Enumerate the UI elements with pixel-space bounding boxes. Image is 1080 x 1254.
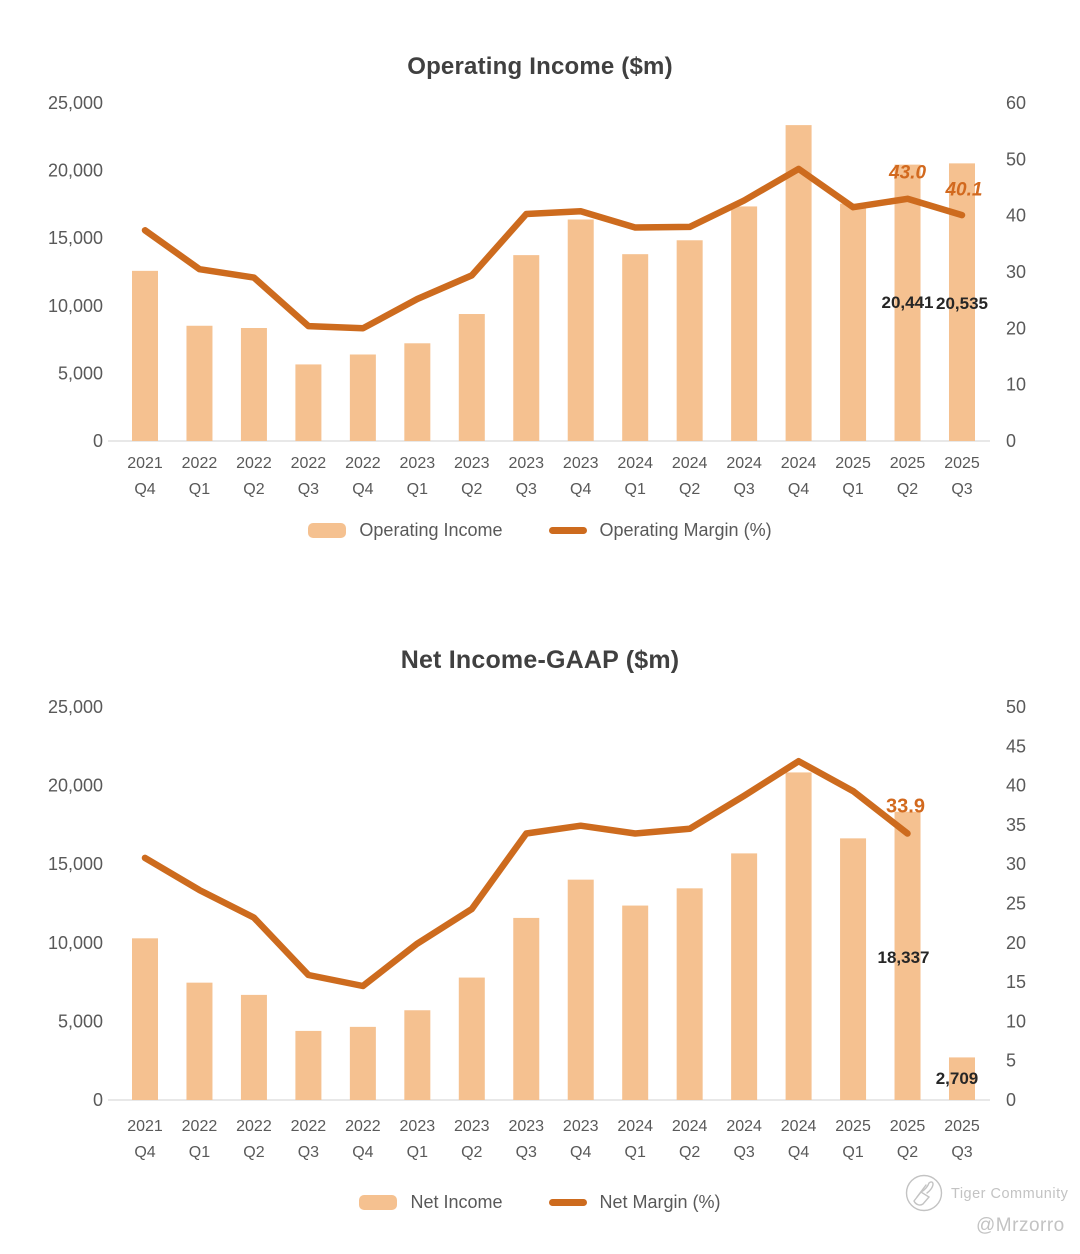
x-axis-label-quarter: Q4 [352,1144,374,1161]
x-axis-label-year: 2024 [780,455,817,472]
data-annotation: 18,337 [877,948,930,968]
x-axis-label-quarter: Q3 [951,1144,973,1161]
x-axis-label-year: 2022 [181,1118,218,1135]
x-axis-label-year: 2025 [835,455,871,472]
data-annotation: 2,709 [935,1068,979,1088]
bar [350,354,376,441]
data-annotation: 33.9 [886,795,925,818]
x-axis-label-year: 2022 [236,1118,272,1135]
x-axis-label-quarter: Q3 [515,1144,537,1161]
x-axis-label-year: 2024 [726,1118,762,1135]
data-annotation: 20,535 [935,293,988,313]
legend-item-operating-income [308,520,502,541]
legend-item-net-margin [549,1192,721,1213]
x-axis-label-year: 2023 [562,1118,599,1135]
x-axis-label-quarter: Q2 [243,1144,265,1161]
x-axis-label-year: 2025 [944,455,980,472]
bar [295,1031,321,1100]
bar [677,240,703,441]
bar-series-swatch-icon [308,523,346,538]
bar [459,314,485,441]
watermark-brand-text: Tiger Community [951,1186,1069,1202]
x-axis-label-year: 2022 [236,455,272,472]
legend-net-income [0,1189,1080,1215]
margin-line [145,169,962,328]
bar [186,983,212,1100]
right-axis-tick-label: 40 [1006,205,1027,226]
x-axis-label-quarter: Q1 [406,481,429,498]
bar [350,1027,376,1100]
data-annotation: 20,441 [881,293,934,313]
x-axis-label-year: 2024 [617,1118,653,1135]
x-axis-label-year: 2023 [508,455,545,472]
x-axis-label-quarter: Q4 [134,1144,156,1161]
right-axis-tick-label: 35 [1006,814,1027,835]
x-axis-label-year: 2025 [889,1118,926,1135]
bar [186,326,212,441]
x-axis-label-quarter: Q2 [896,1144,919,1161]
chart-title-net-income: Net Income-GAAP ($m) [400,646,680,674]
x-axis-label-quarter: Q4 [570,1144,592,1161]
x-axis-label-quarter: Q3 [733,481,755,498]
operating-income-chart-plot [48,93,1026,498]
legend-operating-income [0,517,1080,543]
data-annotation: 40.1 [945,179,983,201]
x-axis-label-quarter: Q1 [624,481,646,498]
left-axis-tick-label: 5,000 [57,363,103,384]
data-annotation: 43.0 [889,162,927,184]
legend-label-operating-margin: Operating Margin (%) [599,519,772,540]
x-axis-label-quarter: Q3 [733,1144,755,1161]
x-axis-label-quarter: Q1 [188,481,211,498]
bar [241,995,267,1100]
x-axis-label-quarter: Q1 [406,1144,429,1161]
bar [568,219,594,441]
left-axis-tick-label: 0 [92,1090,103,1110]
bar [295,364,321,441]
x-axis-label-year: 2021 [127,455,163,472]
bar [840,838,866,1100]
net-income-chart-plot [48,697,1026,1161]
legend-label-operating-income: Operating Income [359,519,503,540]
x-axis-label-quarter: Q2 [461,1144,483,1161]
right-axis-tick-label: 50 [1006,697,1027,717]
x-axis-label-quarter: Q1 [624,1144,646,1161]
right-axis-tick-label: 30 [1006,854,1027,875]
left-axis-tick-label: 20,000 [47,775,103,796]
right-axis-tick-label: 60 [1006,93,1027,113]
right-axis-tick-label: 20 [1006,318,1027,339]
x-axis-label-year: 2023 [453,455,490,472]
right-axis-tick-label: 50 [1006,149,1027,170]
x-axis-label-quarter: Q4 [787,1144,810,1161]
legend-item-net-income [359,1192,502,1213]
left-axis-tick-label: 10,000 [47,932,103,953]
x-axis-label-year: 2025 [889,455,926,472]
left-axis-tick-label: 5,000 [57,1011,103,1032]
bar [840,204,866,441]
legend-label-net-margin: Net Margin (%) [599,1191,721,1212]
x-axis-label-year: 2023 [399,1118,436,1135]
line-series-swatch-icon [549,1199,587,1206]
bar [786,772,812,1100]
bar [731,206,757,441]
right-axis-tick-label: 10 [1006,374,1027,395]
right-axis-tick-label: 0 [1006,1090,1017,1110]
x-axis-label-year: 2023 [508,1118,545,1135]
x-axis-label-quarter: Q3 [951,481,973,498]
x-axis-label-year: 2022 [181,455,218,472]
right-axis-tick-label: 20 [1006,932,1027,953]
right-axis-tick-label: 30 [1006,262,1027,282]
bar [731,853,757,1100]
x-axis-label-year: 2024 [780,1118,817,1135]
right-axis-tick-label: 5 [1006,1050,1017,1071]
x-axis-label-quarter: Q1 [842,481,864,498]
bar [132,938,158,1100]
right-axis-tick-label: 45 [1006,736,1027,757]
x-axis-label-quarter: Q2 [678,1144,701,1161]
x-axis-label-quarter: Q2 [896,481,919,498]
left-axis-tick-label: 25,000 [47,93,103,113]
x-axis-label-quarter: Q4 [570,481,592,498]
right-axis-tick-label: 25 [1006,893,1027,914]
right-axis-tick-label: 40 [1006,775,1027,796]
x-axis-label-quarter: Q1 [842,1144,864,1161]
legend-label-net-income: Net Income [410,1191,503,1212]
legend-item-operating-margin [549,520,772,541]
bar [404,1010,430,1100]
x-axis-label-year: 2024 [617,455,653,472]
x-axis-label-year: 2023 [399,455,436,472]
x-axis-label-quarter: Q3 [297,1144,320,1161]
chart-title-operating-income: Operating Income ($m) [407,53,673,80]
bar [513,918,539,1100]
bar [568,880,594,1100]
line-series-swatch-icon [549,527,587,534]
left-axis-tick-label: 25,000 [47,697,103,717]
x-axis-label-year: 2022 [345,455,381,472]
bar [241,328,267,441]
left-axis-tick-label: 15,000 [47,854,103,875]
x-axis-label-quarter: Q1 [188,1144,211,1161]
x-axis-label-quarter: Q4 [787,481,810,498]
x-axis-label-quarter: Q2 [461,481,483,498]
x-axis-label-year: 2022 [290,1118,327,1135]
x-axis-label-year: 2023 [562,455,599,472]
x-axis-label-year: 2024 [671,1118,708,1135]
right-axis-tick-label: 0 [1006,431,1017,451]
watermark-author-handle: @Mrzorro [976,1215,1065,1236]
x-axis-label-year: 2023 [453,1118,490,1135]
x-axis-label-quarter: Q3 [297,481,320,498]
bar [404,343,430,441]
x-axis-label-year: 2024 [726,455,762,472]
x-axis-label-year: 2025 [944,1118,980,1135]
bar [132,271,158,441]
bar [622,254,648,441]
left-axis-tick-label: 10,000 [47,295,103,316]
bar [459,978,485,1100]
bar [622,906,648,1100]
x-axis-label-year: 2025 [835,1118,871,1135]
x-axis-label-year: 2021 [127,1118,163,1135]
x-axis-label-year: 2022 [290,455,327,472]
x-axis-label-quarter: Q2 [243,481,265,498]
x-axis-label-quarter: Q3 [515,481,537,498]
left-axis-tick-label: 15,000 [47,228,103,249]
bar [677,888,703,1100]
x-axis-label-quarter: Q4 [134,481,156,498]
right-axis-tick-label: 10 [1006,1011,1027,1032]
right-axis-tick-label: 15 [1006,972,1027,993]
bar-series-swatch-icon [359,1195,397,1210]
x-axis-label-quarter: Q2 [678,481,701,498]
left-axis-tick-label: 20,000 [47,160,103,181]
left-axis-tick-label: 0 [92,431,103,451]
bar [513,255,539,441]
x-axis-label-year: 2024 [671,455,708,472]
x-axis-label-year: 2022 [345,1118,381,1135]
x-axis-label-quarter: Q4 [352,481,374,498]
